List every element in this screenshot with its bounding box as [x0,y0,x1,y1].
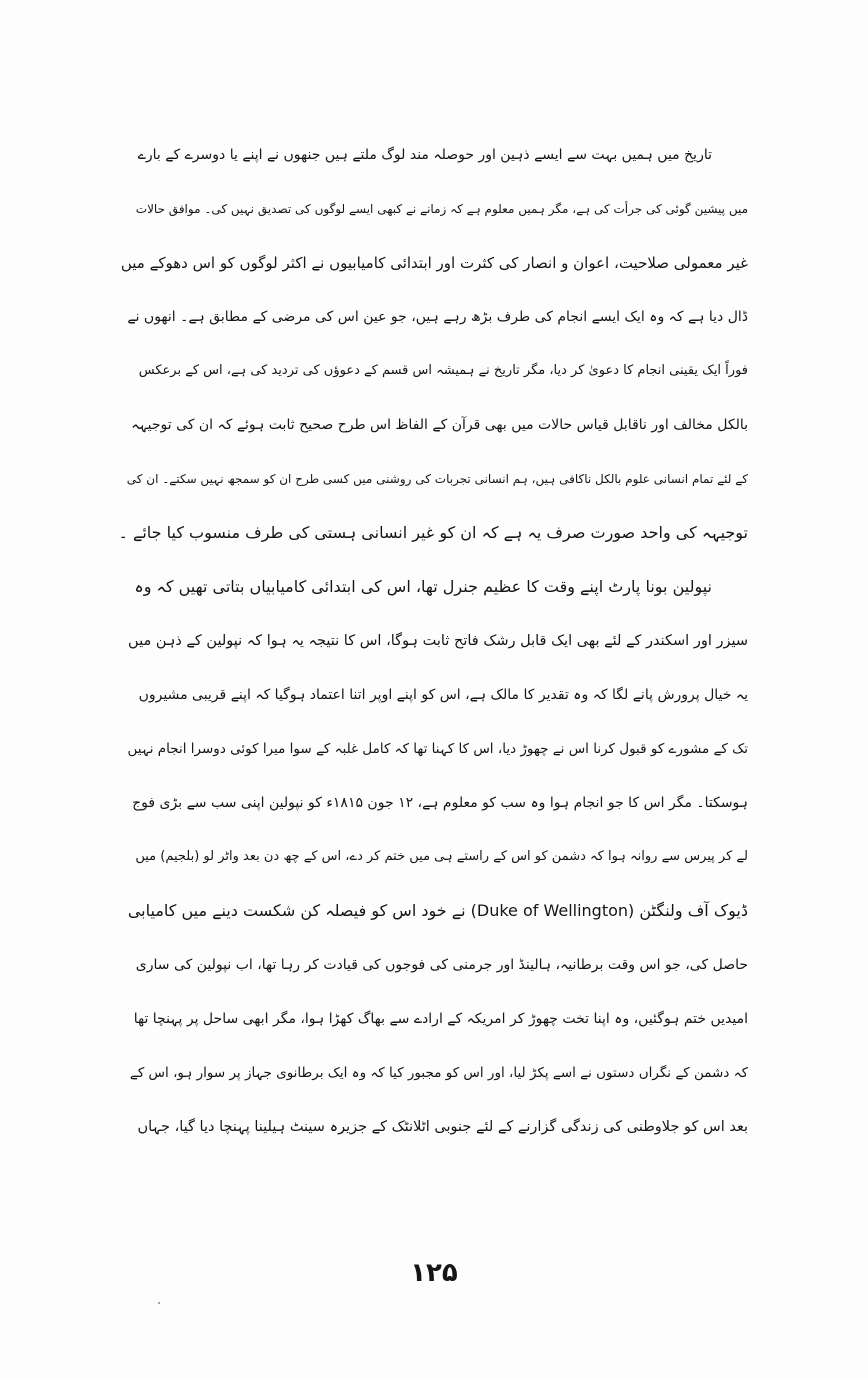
paragraph [118,128,748,560]
text-line: میں پیشین گوئی کی جرأت کی ہے، مگر ہمیں معلوم ہے کہ زمانے نے کبھی ایسے لوگوں کی تصدیق نہیں کی۔ موافق حالات [135,202,748,216]
text-line: توجیہہ کی واحد صورت صرف یہ ہے کہ ان کو غیر انسانی ہستی کی طرف منسوب کیا جائے ۔ [118,523,748,542]
paragraph [118,560,748,1154]
text-line: فوراً ایک یقینی انجام کا دعویٰ کر دیا، مگر تاریخ نے ہمیشہ اس قسم کے دعوؤں کی تردید کی ہے، اس کے برعکس [138,363,748,378]
text-line: کہ دشمن کے نگراں دستوں نے اسے پکڑ لیا، اور اس کو مجبور کیا کہ وہ ایک برطانوی جہاز پر سوار ہو، اس کے [129,1065,748,1081]
text-line: ہوسکتا۔ مگر اس کا جو انجام ہوا وہ سب کو معلوم ہے، ۱۲ جون ۱۸۱۵ء کو نپولین اپنی سب سے بڑی فوج [132,795,748,811]
text-line: کے لئے تمام انسانی علوم بالکل ناکافی ہیں، ہم انسانی تجربات کی روشنی میں کسی طرح ان کو سمجھ نہیں سکتے۔ ان کی [126,472,748,486]
text-line: بالکل مخالف اور ناقابل قیاس حالات میں بھی قرآن کے الفاظ اس طرح صحیح ثابت ہوئے کہ ان کی توجیہہ [131,417,748,433]
scan-speck [158,1302,160,1304]
text-line: ڈال دیا ہے کہ وہ ایک ایسے انجام کی طرف بڑھ رہے ہیں، جو عین اس کی مرضی کے مطابق ہے۔ انھوں نے [127,309,748,325]
text-line: لے کر پیرس سے روانہ ہوا کہ دشمن کو اس کے راستے ہی میں ختم کر دے، اس کے چھ دن بعد واٹر لو (بلجیم) میں [135,849,748,864]
text-line: امیدیں ختم ہوگئیں، وہ اپنا تخت چھوڑ کر امریکہ کے ارادے سے بھاگ کھڑا ہوا، مگر ابھی ساحل پر پہنچا تھا [133,1011,748,1027]
page-number: ۱۲۵ [410,1258,458,1288]
text-line: غیر معمولی صلاحیت، اعوان و انصار کی کثرت اور ابتدائی کامیابیوں نے اکثر لوگوں کو اس دھوکے میں [120,254,748,272]
text-line: نپولین بونا پارٹ اپنے وقت کا عظیم جنرل تھا، اس کی ابتدائی کامیابیاں بتاتی تھیں کہ وہ [134,577,712,596]
text-line: ڈیوک آف ولنگٹن (Duke of Wellington) نے خود اس کو فیصلہ کن شکست دینے میں کامیابی [127,901,748,920]
text-line: سیزر اور اسکندر کے لئے بھی ایک قابل رشک فاتح ثابت ہوگا، اس کا نتیجہ یہ ہوا کہ نپولین کے ذہن میں [128,633,748,649]
text-line: بعد اس کو جلاوطنی کی زندگی گزارنے کے لئے جنوبی اٹلانٹک کے جزیرہ سینٹ ہیلینا پہنچا دیا گیا، جہاں [137,1119,748,1135]
text-line: حاصل کی، جو اس وقت برطانیہ، ہالینڈ اور جرمنی کی فوجوں کی قیادت کر رہا تھا، اب نپولین کی ساری [135,957,748,973]
text-line: تک کے مشورے کو قبول کرنا اس نے چھوڑ دیا، اس کا کہنا تھا کہ کامل غلبہ کے سوا میرا کوئی دوسرا انجام نہیں [127,741,748,757]
text-line: یہ خیال پرورش پانے لگا کہ وہ تقدیر کا مالک ہے، اس کو اپنے اوپر اتنا اعتماد ہوگیا کہ اپنے قریبی مشیروں [138,687,748,703]
text-line: تاریخ میں ہمیں بہت سے ایسے ذہین اور حوصلہ مند لوگ ملتے ہیں جنھوں نے اپنے یا دوسرے کے بارے [137,147,712,163]
body-text [118,128,748,1154]
